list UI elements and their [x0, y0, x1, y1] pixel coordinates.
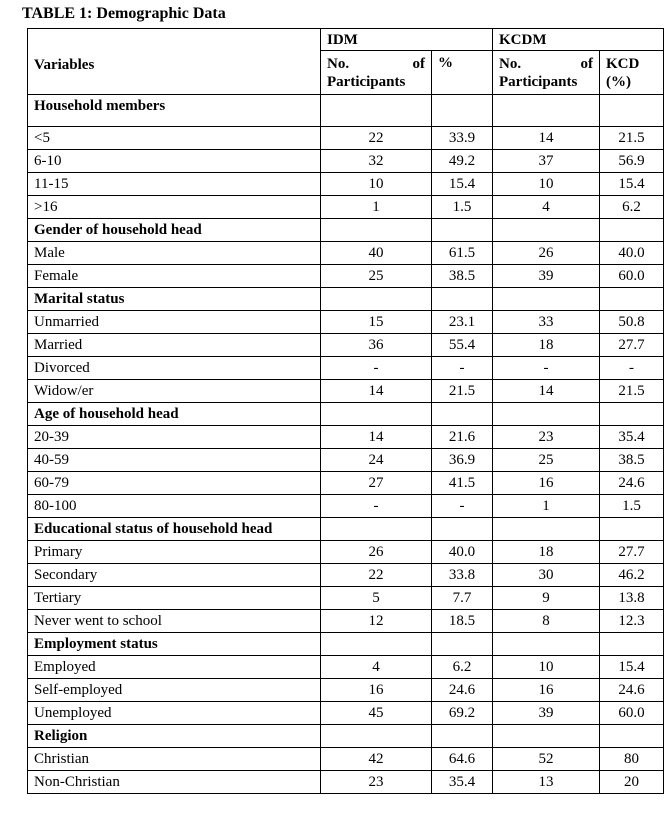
header-kcd-percent	[600, 51, 664, 95]
section-empty-cell	[432, 633, 493, 656]
row-label: Married	[28, 334, 321, 357]
table-row	[28, 610, 664, 633]
header-kcd-unit: (%)	[606, 73, 632, 90]
kcdm-percent-cell: 1.5	[600, 495, 664, 518]
section-empty-cell	[321, 288, 432, 311]
section-title: Religion	[28, 725, 321, 748]
section-empty-cell	[432, 219, 493, 242]
kcdm-percent-cell: 60.0	[600, 265, 664, 288]
table-row	[28, 748, 664, 771]
kcdm-count-cell: 37	[493, 150, 600, 173]
idm-percent-cell: 1.5	[432, 196, 493, 219]
kcdm-count-cell: 1	[493, 495, 600, 518]
section-empty-cell	[600, 725, 664, 748]
idm-percent-cell: 49.2	[432, 150, 493, 173]
table-row	[28, 541, 664, 564]
idm-percent-cell: 69.2	[432, 702, 493, 725]
table-row	[28, 679, 664, 702]
table-row	[28, 357, 664, 380]
idm-count-cell: 15	[321, 311, 432, 334]
kcdm-percent-cell: 50.8	[600, 311, 664, 334]
kcdm-percent-cell: 35.4	[600, 426, 664, 449]
spacer-cell	[493, 118, 600, 127]
row-label: 40-59	[28, 449, 321, 472]
kcdm-percent-cell: 15.4	[600, 656, 664, 679]
kcdm-percent-cell: 46.2	[600, 564, 664, 587]
row-label: 60-79	[28, 472, 321, 495]
section-empty-cell	[493, 288, 600, 311]
demographic-table	[27, 28, 664, 794]
kcdm-count-cell: 4	[493, 196, 600, 219]
table-row	[28, 656, 664, 679]
table-row	[28, 334, 664, 357]
section-title: Age of household head	[28, 403, 321, 426]
table-row	[28, 150, 664, 173]
idm-percent-cell: 33.8	[432, 564, 493, 587]
kcdm-count-cell: 39	[493, 702, 600, 725]
idm-percent-cell: 21.6	[432, 426, 493, 449]
section-empty-cell	[600, 518, 664, 541]
table-row	[28, 587, 664, 610]
section-empty-cell	[432, 95, 493, 118]
idm-count-cell: -	[321, 357, 432, 380]
idm-count-cell: 27	[321, 472, 432, 495]
row-label: 20-39	[28, 426, 321, 449]
section-empty-cell	[432, 288, 493, 311]
kcdm-percent-cell: 27.7	[600, 334, 664, 357]
row-label: Employed	[28, 656, 321, 679]
table-title: TABLE 1: Demographic Data	[22, 5, 226, 22]
idm-count-cell: 1	[321, 196, 432, 219]
row-label: Widow/er	[28, 380, 321, 403]
kcdm-count-cell: 14	[493, 127, 600, 150]
kcdm-count-cell: 33	[493, 311, 600, 334]
section-title: Marital status	[28, 288, 321, 311]
kcdm-percent-cell: 27.7	[600, 541, 664, 564]
header-idm-participants	[321, 51, 432, 95]
table-row	[28, 495, 664, 518]
kcdm-percent-cell: 24.6	[600, 679, 664, 702]
kcdm-count-cell: 25	[493, 449, 600, 472]
section-empty-cell	[493, 403, 600, 426]
idm-percent-cell: 38.5	[432, 265, 493, 288]
kcdm-count-cell: -	[493, 357, 600, 380]
table-row	[28, 380, 664, 403]
kcdm-percent-cell: 24.6	[600, 472, 664, 495]
idm-percent-cell: 18.5	[432, 610, 493, 633]
idm-percent-cell: 35.4	[432, 771, 493, 794]
section-empty-cell	[321, 403, 432, 426]
section-header-row	[28, 725, 664, 748]
idm-count-cell: 42	[321, 748, 432, 771]
idm-percent-cell: 6.2	[432, 656, 493, 679]
section-empty-cell	[493, 219, 600, 242]
kcdm-percent-cell: 21.5	[600, 380, 664, 403]
idm-percent-cell: 33.9	[432, 127, 493, 150]
kcdm-percent-cell: 80	[600, 748, 664, 771]
section-header-row	[28, 518, 664, 541]
section-empty-cell	[493, 725, 600, 748]
row-label: Unmarried	[28, 311, 321, 334]
idm-count-cell: 32	[321, 150, 432, 173]
section-empty-cell	[493, 518, 600, 541]
section-empty-cell	[600, 288, 664, 311]
kcdm-count-cell: 14	[493, 380, 600, 403]
kcdm-count-cell: 10	[493, 656, 600, 679]
section-header-row	[28, 219, 664, 242]
kcdm-count-cell: 18	[493, 334, 600, 357]
idm-count-cell: 24	[321, 449, 432, 472]
row-label: Self-employed	[28, 679, 321, 702]
section-empty-cell	[432, 403, 493, 426]
section-empty-cell	[493, 633, 600, 656]
idm-count-cell: 22	[321, 564, 432, 587]
section-empty-cell	[600, 403, 664, 426]
kcdm-percent-cell: 40.0	[600, 242, 664, 265]
header-kcdm: KCDM	[493, 29, 664, 51]
spacer-cell	[321, 118, 432, 127]
kcdm-count-cell: 18	[493, 541, 600, 564]
idm-count-cell: 36	[321, 334, 432, 357]
kcdm-percent-cell: 6.2	[600, 196, 664, 219]
spacer-cell	[432, 118, 493, 127]
section-empty-cell	[321, 633, 432, 656]
idm-percent-cell: 24.6	[432, 679, 493, 702]
header-kcdm-no: No. of	[499, 55, 594, 72]
header-idm-participants-label: Participants	[327, 73, 406, 90]
table-row	[28, 771, 664, 794]
header-idm: IDM	[321, 29, 493, 51]
kcdm-percent-cell: -	[600, 357, 664, 380]
header-idm-no: No. of	[327, 55, 425, 72]
header-variables: Variables	[28, 29, 321, 95]
kcdm-count-cell: 52	[493, 748, 600, 771]
section-empty-cell	[600, 95, 664, 118]
idm-percent-cell: 36.9	[432, 449, 493, 472]
section-title: Employment status	[28, 633, 321, 656]
table-row	[28, 472, 664, 495]
table-row	[28, 173, 664, 196]
kcdm-count-cell: 23	[493, 426, 600, 449]
row-label: 80-100	[28, 495, 321, 518]
kcdm-count-cell: 9	[493, 587, 600, 610]
section-empty-cell	[493, 95, 600, 118]
kcdm-count-cell: 30	[493, 564, 600, 587]
kcdm-percent-cell: 12.3	[600, 610, 664, 633]
kcdm-percent-cell: 56.9	[600, 150, 664, 173]
row-label: Male	[28, 242, 321, 265]
table-row	[28, 196, 664, 219]
idm-count-cell: 14	[321, 426, 432, 449]
idm-count-cell: 16	[321, 679, 432, 702]
section-empty-cell	[321, 518, 432, 541]
kcdm-count-cell: 26	[493, 242, 600, 265]
row-label: Never went to school	[28, 610, 321, 633]
table-row	[28, 449, 664, 472]
section-header-row	[28, 633, 664, 656]
idm-count-cell: 10	[321, 173, 432, 196]
row-label: Non-Christian	[28, 771, 321, 794]
row-label: >16	[28, 196, 321, 219]
row-label: 11-15	[28, 173, 321, 196]
row-label: Divorced	[28, 357, 321, 380]
kcdm-percent-cell: 13.8	[600, 587, 664, 610]
section-empty-cell	[600, 219, 664, 242]
idm-count-cell: 14	[321, 380, 432, 403]
kcdm-percent-cell: 38.5	[600, 449, 664, 472]
table-row	[28, 426, 664, 449]
table-row	[28, 702, 664, 725]
idm-count-cell: 22	[321, 127, 432, 150]
kcdm-count-cell: 8	[493, 610, 600, 633]
kcdm-count-cell: 16	[493, 472, 600, 495]
header-row-1	[28, 29, 664, 51]
row-label: Christian	[28, 748, 321, 771]
table-row	[28, 127, 664, 150]
section-title: Household members	[28, 95, 321, 118]
kcdm-count-cell: 16	[493, 679, 600, 702]
idm-percent-cell: 61.5	[432, 242, 493, 265]
header-kcdm-participants-label: Participants	[499, 73, 578, 90]
idm-count-cell: 40	[321, 242, 432, 265]
section-empty-cell	[321, 725, 432, 748]
kcdm-percent-cell: 15.4	[600, 173, 664, 196]
row-label: 6-10	[28, 150, 321, 173]
idm-count-cell: 25	[321, 265, 432, 288]
row-label: <5	[28, 127, 321, 150]
idm-percent-cell: 15.4	[432, 173, 493, 196]
idm-percent-cell: 7.7	[432, 587, 493, 610]
idm-percent-cell: 21.5	[432, 380, 493, 403]
idm-percent-cell: -	[432, 495, 493, 518]
kcdm-count-cell: 10	[493, 173, 600, 196]
kcdm-percent-cell: 21.5	[600, 127, 664, 150]
row-label: Unemployed	[28, 702, 321, 725]
idm-percent-cell: 55.4	[432, 334, 493, 357]
section-header-row	[28, 403, 664, 426]
kcdm-percent-cell: 20	[600, 771, 664, 794]
idm-percent-cell: 41.5	[432, 472, 493, 495]
section-empty-cell	[600, 633, 664, 656]
spacer-cell	[600, 118, 664, 127]
section-empty-cell	[321, 95, 432, 118]
header-kcdm-participants	[493, 51, 600, 95]
section-empty-cell	[432, 725, 493, 748]
spacer-cell	[28, 118, 321, 127]
section-header-row	[28, 288, 664, 311]
table-row	[28, 242, 664, 265]
section-title: Gender of household head	[28, 219, 321, 242]
idm-count-cell: -	[321, 495, 432, 518]
idm-count-cell: 4	[321, 656, 432, 679]
section-title: Educational status of household head	[28, 518, 321, 541]
section-header-row	[28, 95, 664, 118]
row-label: Secondary	[28, 564, 321, 587]
header-kcd-label: KCD	[606, 55, 640, 72]
table-row	[28, 311, 664, 334]
idm-count-cell: 12	[321, 610, 432, 633]
table-row	[28, 564, 664, 587]
idm-count-cell: 26	[321, 541, 432, 564]
row-label: Primary	[28, 541, 321, 564]
idm-count-cell: 23	[321, 771, 432, 794]
idm-percent-cell: 64.6	[432, 748, 493, 771]
idm-count-cell: 5	[321, 587, 432, 610]
kcdm-count-cell: 39	[493, 265, 600, 288]
row-label: Female	[28, 265, 321, 288]
idm-percent-cell: 40.0	[432, 541, 493, 564]
section-spacer-row	[28, 118, 664, 127]
row-label: Tertiary	[28, 587, 321, 610]
idm-percent-cell: -	[432, 357, 493, 380]
header-idm-percent: %	[432, 51, 493, 95]
idm-percent-cell: 23.1	[432, 311, 493, 334]
section-empty-cell	[321, 219, 432, 242]
idm-count-cell: 45	[321, 702, 432, 725]
kcdm-count-cell: 13	[493, 771, 600, 794]
table-row	[28, 265, 664, 288]
section-empty-cell	[432, 518, 493, 541]
kcdm-percent-cell: 60.0	[600, 702, 664, 725]
